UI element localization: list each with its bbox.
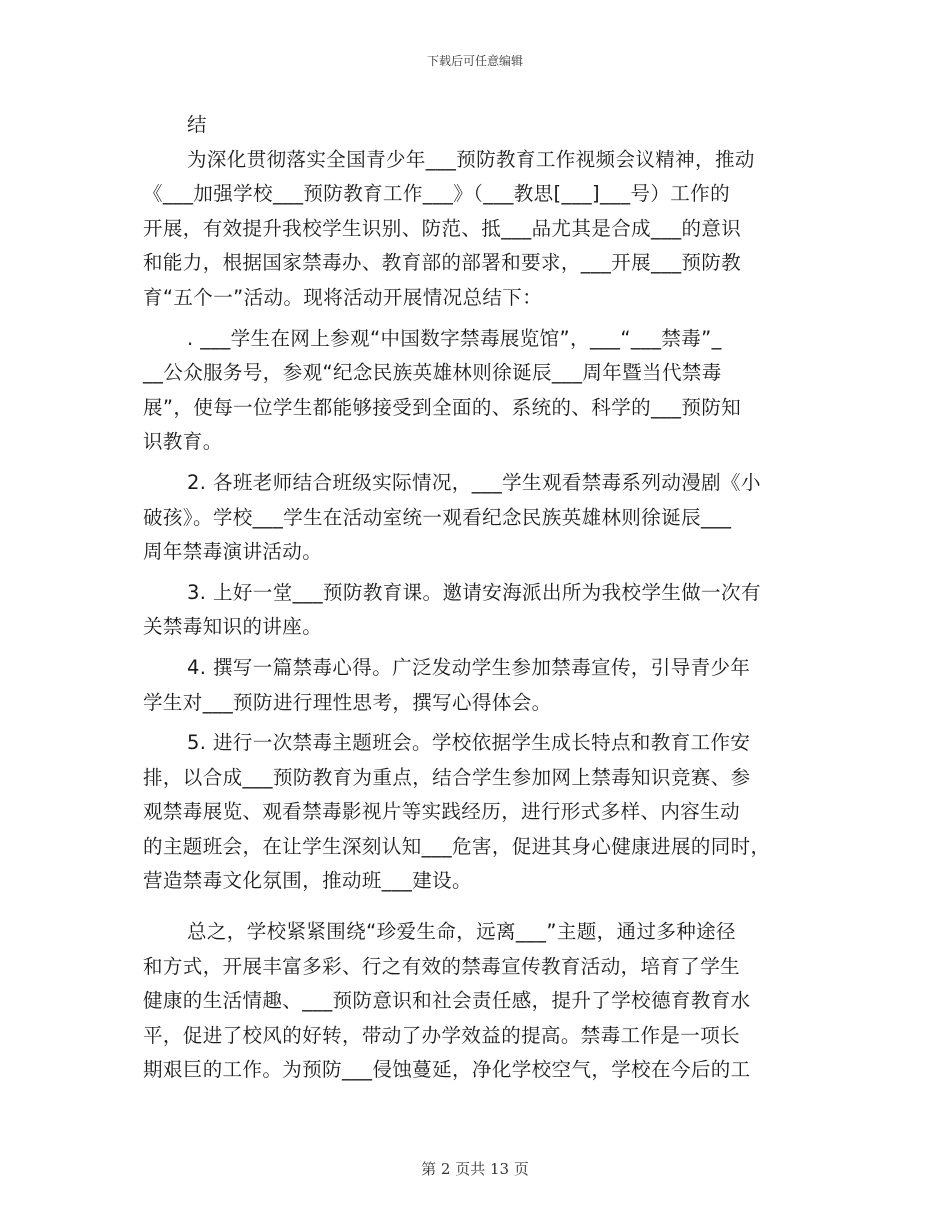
paragraph-line: 期艰巨的工作。为预防___侵蚀蔓延，净化学校空气，学校在今后的工: [143, 1058, 751, 1082]
paragraph-line: 的主题班会，在让学生深刻认知___危害，促进其身心健康进展的同时，: [143, 834, 771, 858]
paragraph-line: 观禁毒展览、观看禁毒影视片等实践经历，进行形式多样、内容生动: [143, 800, 741, 824]
paragraph-line: 总之，学校紧紧围绕“珍爱生命，远离___”主题，通过多种途径: [187, 920, 736, 944]
paragraph-line: 《___加强学校___预防教育工作___》（___教思[___]___号）工作的: [143, 182, 730, 206]
paragraph-line: 展”，使每一位学生都能够接受到全面的、系统的、科学的___预防知: [143, 395, 742, 419]
paragraph-line: 和能力，根据国家禁毒办、教育部的部署和要求，___开展___预防教: [143, 251, 742, 275]
document-body: [143, 108, 803, 1088]
page-header: 下载后可任意编辑: [426, 54, 523, 68]
paragraph-line: 识教育。: [143, 430, 223, 454]
paragraph-line: 4. 撰写一篇禁毒心得。广泛发动学生参加禁毒宣传，引导青少年: [187, 655, 751, 679]
paragraph-line: 营造禁毒文化氛围，推动班___建设。: [143, 869, 472, 893]
paragraph-line: 排，以合成___预防教育为重点，结合学生参加网上禁毒知识竞赛、参: [143, 765, 751, 789]
paragraph-line: 结: [187, 113, 207, 136]
paragraph-line: . ___学生在网上参观“中国数字禁毒展览馆”，___“___禁毒”_: [187, 326, 722, 350]
paragraph-line: 开展，有效提升我校学生识别、防范、抵___品尤其是合成___的意识: [143, 216, 742, 240]
paragraph-line: 平，促进了校风的好转，带动了办学效益的提高。禁毒工作是一项长: [143, 1023, 741, 1047]
paragraph-line: 关禁毒知识的讲座。: [143, 615, 323, 639]
paragraph-line: 和方式，开展丰富多彩、行之有效的禁毒宣传教育活动，培育了学生: [143, 954, 741, 978]
paragraph-line: 为深化贯彻落实全国青少年___预防教育工作视频会议精神，推动: [187, 147, 755, 171]
paragraph-line: 健康的生活情趣、___预防意识和社会责任感，提升了学校德育教育水: [143, 989, 751, 1013]
paragraph-line: 破孩》。学校___学生在活动室统一观看纪念民族英雄林则徐诞辰___: [143, 505, 732, 529]
paragraph-line: 育“五个一”活动。现将活动开展情况总结下：: [143, 285, 543, 309]
paragraph-line: 3. 上好一堂___预防教育课。邀请安海派出所为我校学生做一次有: [187, 580, 761, 604]
paragraph-line: 学生对___预防进行理性思考，撰写心得体会。: [143, 690, 552, 714]
page-footer: 第 2 页共 13 页: [421, 1160, 529, 1178]
paragraph-line: 5. 进行一次禁毒主题班会。学校依据学生成长特点和教育工作安: [187, 731, 751, 755]
paragraph-line: __公众服务号，参观“纪念民族英雄林则徐诞辰___周年暨当代禁毒: [143, 361, 722, 385]
paragraph-line: 周年禁毒演讲活动。: [143, 540, 323, 564]
paragraph-line: 2. 各班老师结合班级实际情况，___学生观看禁毒系列动漫剧《小: [187, 470, 761, 494]
